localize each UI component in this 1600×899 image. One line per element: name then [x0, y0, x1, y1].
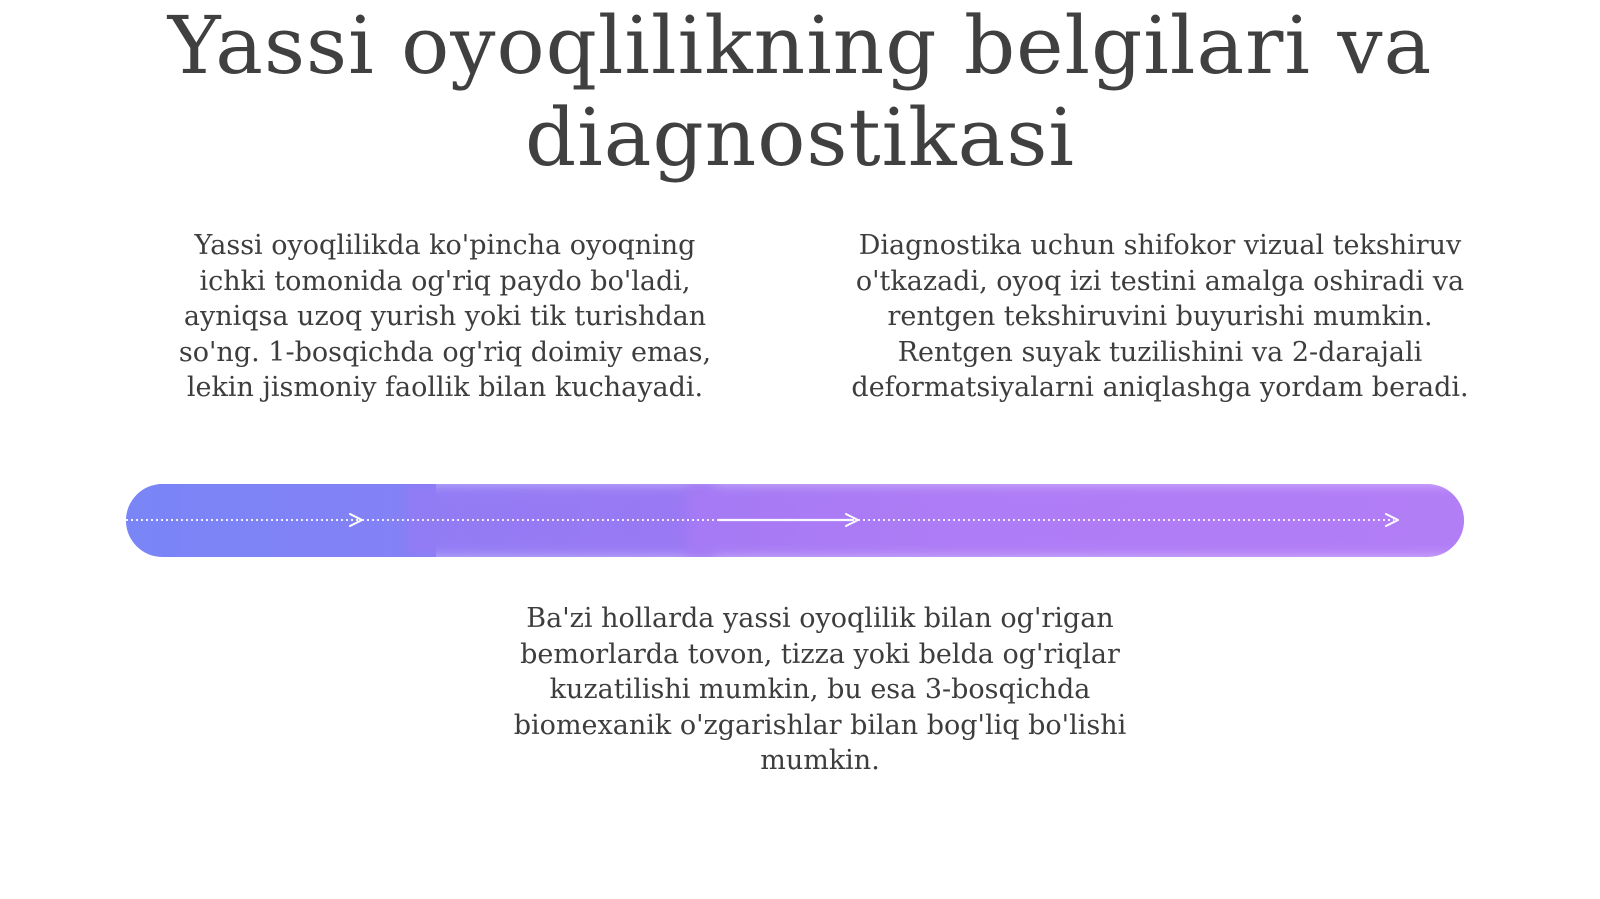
diagnostics-text-block: Diagnostika uchun shifokor vizual tekshiruv o'tkazadi, oyoq izi testini amalga oshiradi va rentgen tekshiruvini buyurishi mumkin. Rentgen suyak tuzilishini va 2-darajali deformatsiyalarni aniqlashga yordam beradi.	[851, 230, 1469, 403]
arrow-icon-3	[1386, 514, 1398, 526]
complications-text-block: Ba'zi hollarda yassi oyoqlilik bilan og'rigan bemorlarda tovon, tizza yoki belda og'riqlar kuzatilishi mumkin, bu esa 3-bosqichda biomexanik o'zgarishlar bilan bog'liq bo'lishi mumkin.	[513, 603, 1127, 776]
symptoms-text-block: Yassi oyoqlilikda ko'pincha oyoqning ichki tomonida og'riq paydo bo'ladi, ayniqsa uzoq yurish yoki tik turishdan so'ng. 1-bosqichda og'riq doimiy emas, lekin jismoniy faollik bilan kuchayadi.	[178, 230, 712, 403]
stage-timeline-bar	[126, 484, 1464, 557]
slide-title: Yassi oyoqlilikning belgilari va diagnostikasi	[167, 0, 1433, 184]
timeline-arrows	[126, 484, 1464, 557]
